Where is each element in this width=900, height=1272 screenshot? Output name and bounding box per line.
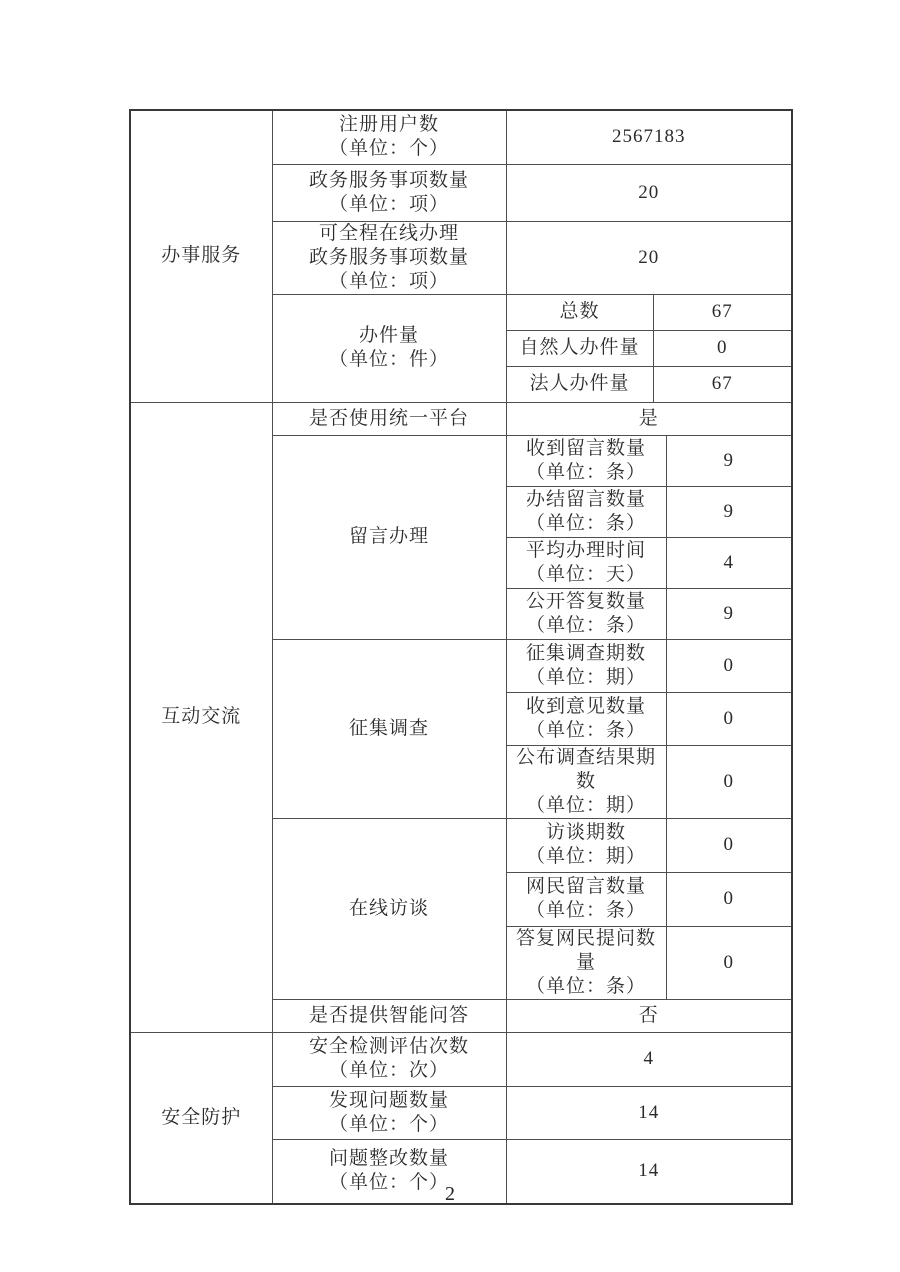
page-number: 2 (445, 1183, 455, 1205)
item-value: 2567183 (506, 110, 792, 164)
item-value: 是 (506, 402, 792, 435)
category-cell-banshi: 办事服务 (130, 110, 272, 402)
item-label (272, 110, 506, 164)
item-label (272, 1032, 506, 1086)
sub-item-label: 法人办件量 (506, 366, 653, 402)
sub-item-value: 0 (666, 745, 792, 818)
sub-item-label-line: 公布调查结果期数 (515, 746, 656, 792)
report-table (129, 109, 793, 1205)
sub-item-unit-line: （单位：条） (525, 461, 646, 483)
item-label-line: 安全检测评估次数 (308, 1036, 469, 1057)
item-label-line: 问题整改数量 (328, 1148, 449, 1170)
sub-item-value: 9 (666, 588, 792, 639)
sub-item-label-line: 公开答复数量 (525, 590, 646, 612)
sub-item-unit-line: （单位：期） (525, 666, 646, 688)
sub-item-label-line: 答复网民提问数量 (515, 927, 656, 973)
item-unit-line: （单位：个） (328, 1172, 449, 1194)
sub-item-value: 0 (653, 330, 792, 366)
item-value: 20 (506, 221, 792, 294)
sub-item-value: 9 (666, 435, 792, 486)
item-label-line: 发现问题数量 (328, 1089, 449, 1111)
item-label: 征集调查 (272, 639, 506, 818)
item-label (272, 294, 506, 402)
item-label-line: 注册用户数 (338, 114, 439, 136)
sub-item-label (506, 639, 666, 692)
sub-item-label (506, 872, 666, 926)
sub-item-label-line: 平均办理时间 (525, 539, 646, 561)
sub-item-label (506, 692, 666, 745)
item-unit-line: （单位：次） (328, 1060, 449, 1081)
sub-item-label-line: 网民留言数量 (525, 876, 646, 897)
sub-item-value: 67 (653, 366, 792, 402)
sub-item-value: 0 (666, 818, 792, 872)
item-label: 在线访谈 (272, 818, 506, 999)
sub-item-unit-line: （单位：条） (525, 900, 646, 921)
sub-item-label-line: 征集调查期数 (525, 642, 646, 664)
sub-item-value: 0 (666, 692, 792, 745)
item-label: 是否使用统一平台 (272, 402, 506, 435)
item-value: 14 (506, 1086, 792, 1139)
sub-item-unit-line: （单位：条） (525, 614, 646, 636)
sub-item-label: 总数 (506, 294, 653, 330)
item-label: 是否提供智能问答 (272, 999, 506, 1032)
item-label (272, 1086, 506, 1139)
item-value: 否 (506, 999, 792, 1032)
item-value: 4 (506, 1032, 792, 1086)
table-row (130, 402, 792, 435)
item-label-line: 可全程在线办理 (318, 222, 459, 244)
sub-item-unit-line: （单位：期） (525, 794, 646, 816)
item-label-line: 政务服务事项数量 (308, 246, 469, 268)
sub-item-unit-line: （单位：条） (525, 719, 646, 741)
sub-item-label (506, 588, 666, 639)
sub-item-label (506, 435, 666, 486)
category-cell-hudong: 互动交流 (130, 402, 272, 1032)
sub-item-label: 自然人办件量 (506, 330, 653, 366)
item-value: 20 (506, 164, 792, 221)
item-unit-line: （单位：个） (328, 1113, 449, 1135)
sub-item-unit-line: （单位：条） (525, 512, 646, 534)
item-label: 留言办理 (272, 435, 506, 639)
sub-item-value: 9 (666, 486, 792, 537)
item-unit-line: （单位：项） (328, 193, 449, 215)
item-unit-line: （单位：个） (328, 138, 449, 160)
sub-item-label (506, 926, 666, 999)
sub-item-label-line: 访谈期数 (545, 822, 626, 843)
sub-item-unit-line: （单位：期） (525, 846, 646, 867)
sub-item-label (506, 537, 666, 588)
item-unit-line: （单位：项） (328, 270, 449, 292)
table-row (130, 110, 792, 164)
sub-item-label-line: 收到留言数量 (525, 437, 646, 459)
sub-item-label-line: 办结留言数量 (525, 488, 646, 510)
sub-item-unit-line: （单位：条） (525, 975, 646, 997)
item-value: 14 (506, 1139, 792, 1204)
item-label (272, 164, 506, 221)
sub-item-label-line: 收到意见数量 (525, 695, 646, 717)
item-unit-line: （单位：件） (328, 349, 449, 370)
category-cell-anquan: 安全防护 (130, 1032, 272, 1204)
sub-item-value: 0 (666, 639, 792, 692)
sub-item-value: 0 (666, 872, 792, 926)
item-label-line: 政务服务事项数量 (308, 169, 469, 191)
sub-item-value: 0 (666, 926, 792, 999)
item-label-line: 办件量 (358, 325, 419, 346)
item-label (272, 221, 506, 294)
sub-item-value: 4 (666, 537, 792, 588)
sub-item-label (506, 818, 666, 872)
sub-item-value: 67 (653, 294, 792, 330)
sub-item-label (506, 745, 666, 818)
sub-item-label (506, 486, 666, 537)
sub-item-unit-line: （单位：天） (525, 563, 646, 585)
table-row (130, 1032, 792, 1086)
